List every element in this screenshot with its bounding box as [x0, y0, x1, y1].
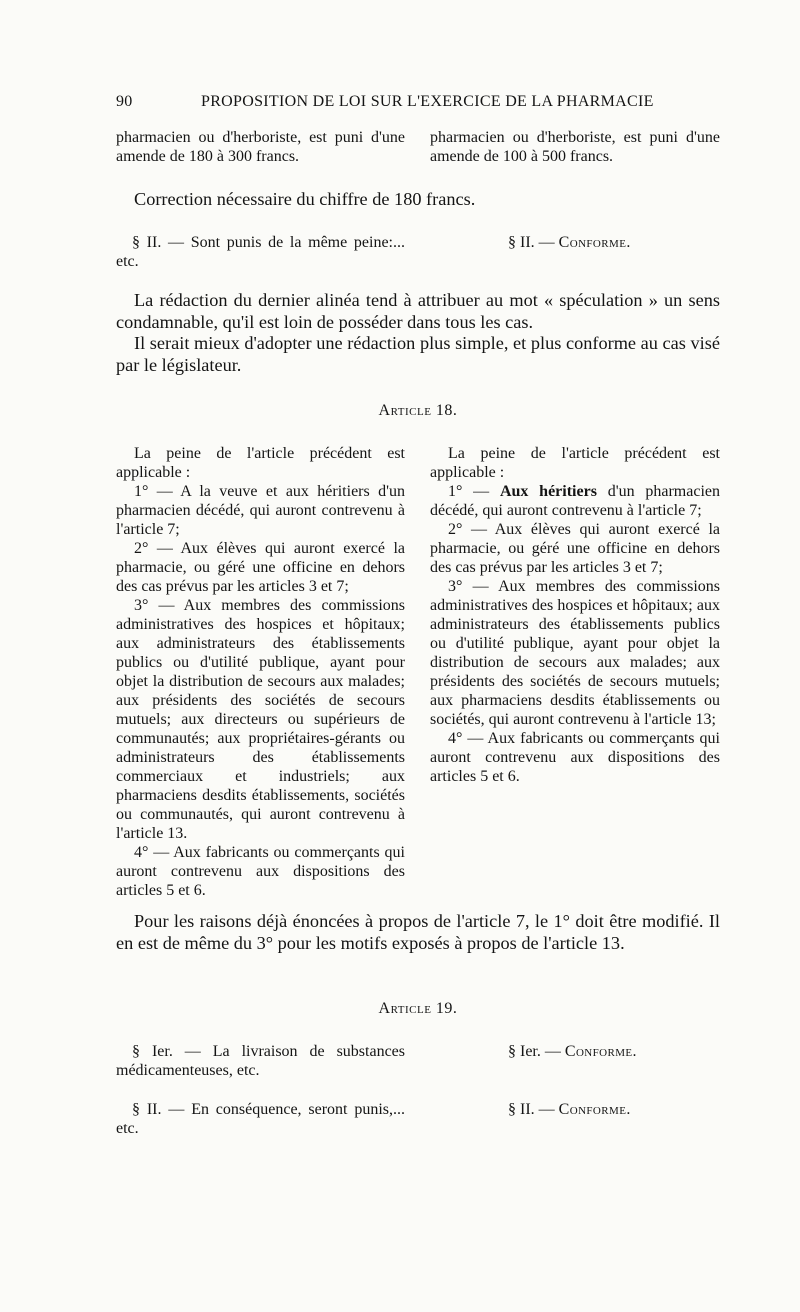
- commentary-p2: Il serait mieux d'adopter une rédaction plus simple, et plus conforme au cas visé par le législateur.: [116, 333, 720, 375]
- commentary-p1: La rédaction du dernier alinéa tend à attribuer au mot « spéculation » un sens condamnable, qu'il est loin de posséder dans tous les cas.: [116, 290, 720, 332]
- a19-p1-right-prefix: § Ier. —: [508, 1043, 565, 1060]
- a19-p2-right: [430, 1100, 720, 1119]
- par2-right-prefix: § II. —: [508, 234, 559, 251]
- correction-note: [116, 189, 720, 211]
- article-18-commentary: [116, 911, 720, 954]
- a18-right-item1-bold: Aux héritiers: [499, 483, 597, 500]
- running-title: PROPOSITION DE LOI SUR L'EXERCICE DE LA PHARMACIE: [201, 93, 654, 110]
- a19-p1-right-conforme: Conforme.: [564, 1043, 637, 1060]
- par2-right-conforme: Conforme.: [558, 234, 631, 251]
- block1-left: pharmacien ou d'herboriste, est puni d'une amende de 180 à 300 francs.: [116, 129, 405, 165]
- a18-left-item2: 2° — Aux élèves qui auront exercé la pharmacie, ou géré une officine en dehors des cas prévus par les articles 3 et 7;: [116, 540, 405, 595]
- a18-right-item1: [430, 482, 720, 520]
- a19-p1-left: § Ier. — La livraison de substances médicamenteuses, etc.: [116, 1043, 405, 1079]
- article-18-right-column: [430, 444, 720, 786]
- a19-p2-left: § II. — En conséquence, seront punis,... etc.: [116, 1101, 405, 1137]
- article-19-heading: Article 19.: [378, 1000, 458, 1017]
- a18-left-item4: 4° — Aux fabricants ou commerçants qui auront contrevenu aux dispositions des articles 5 et 6.: [116, 844, 405, 899]
- a18-left-item3: 3° — Aux membres des commissions administratives des hospices et hôpitaux; aux administrateurs des établissements publics ou d'utilité publique, ayant pour objet la distribution de secours aux malades; aux présidents des sociétés de secours mutuels; aux directeurs ou supérieurs de communautés; aux propriétaires-gérants ou administrateurs des établissements commerciaux et industriels; aux pharmaciens desdits établissements, sociétés ou communautés, qui auront contrevenu à l'article 13.: [116, 597, 405, 842]
- article-18-left-column: [116, 444, 405, 900]
- a19-p2-right-conforme: Conforme.: [558, 1101, 631, 1118]
- par2-left: § II. — Sont punis de la même peine:... etc.: [116, 234, 405, 270]
- commentary-block: [116, 290, 720, 376]
- correction-text: Correction nécessaire du chiffre de 180 francs.: [134, 189, 476, 209]
- a19-p2-right-prefix: § II. —: [508, 1101, 559, 1118]
- a19-p1-right: [430, 1042, 720, 1061]
- par2-right: [430, 233, 720, 252]
- a18-right-intro: La peine de l'article précédent est applicable :: [430, 445, 720, 481]
- a18-right-item1-num: 1° —: [448, 483, 500, 500]
- a18-right-item3: 3° — Aux membres des commissions administratives des hospices et hôpitaux; aux administrateurs des établissements publics ou d'utilité publique, ayant pour objet la distribution de secours aux malades; aux présidents des sociétés de secours mutuels; aux pharmaciens desdits établissements ou sociétés, qui auront contrevenu à l'article 13;: [430, 578, 720, 728]
- a18-commentary-text: Pour les raisons déjà énoncées à propos de l'article 7, le 1° doit être modifié. Il en est de même du 3° pour les motifs exposés à propos de l'article 13.: [116, 911, 720, 953]
- a18-right-item2: 2° — Aux élèves qui auront exercé la pharmacie, ou géré une officine en dehors des cas prévus par les articles 3 et 7;: [430, 521, 720, 576]
- article-18-heading: Article 18.: [378, 402, 458, 419]
- a18-left-intro: La peine de l'article précédent est applicable :: [116, 445, 405, 481]
- block1-right: pharmacien ou d'herboriste, est puni d'une amende de 100 à 500 francs.: [430, 129, 720, 165]
- page-number: 90: [116, 93, 133, 110]
- a18-right-item1-rest: d'un pharmacien décédé, qui auront contrevenu à l'article 7;: [430, 483, 720, 519]
- a18-right-item4: 4° — Aux fabricants ou commerçants qui auront contrevenu aux dispositions des articles 5 et 6.: [430, 730, 720, 785]
- a18-left-item1: 1° — A la veuve et aux héritiers d'un pharmacien décédé, qui auront contrevenu à l'article 7;: [116, 483, 405, 538]
